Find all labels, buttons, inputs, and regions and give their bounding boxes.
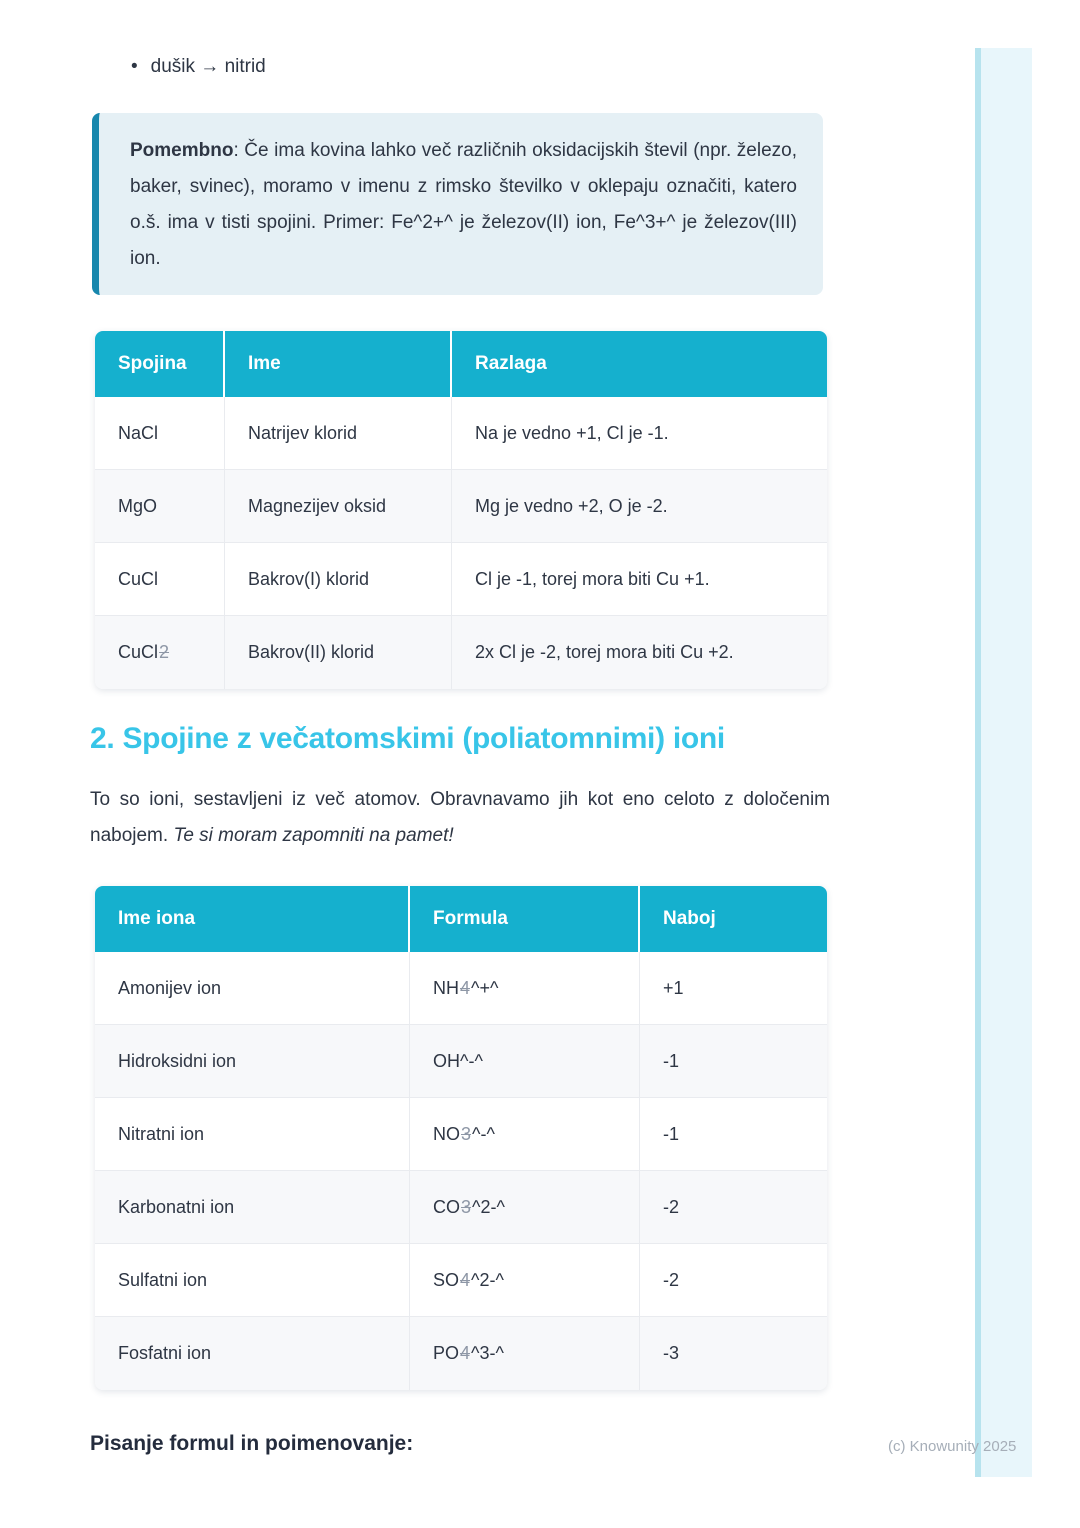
table-header-razlaga: Razlaga [475, 353, 547, 374]
table-cell [225, 543, 452, 615]
table-cell [452, 397, 827, 469]
table-body [95, 952, 827, 1390]
cell-text: -1 [663, 1123, 680, 1144]
bullet-item [131, 54, 266, 80]
table-cell [640, 1025, 827, 1097]
table-body [95, 397, 827, 689]
struck-subscript-digit: 4 [460, 977, 471, 998]
struck-subscript-digit: 4 [460, 1269, 471, 1290]
cell-text: ^3-^ [471, 1343, 504, 1363]
table-row [95, 1317, 827, 1390]
table-cell [452, 543, 827, 615]
cell-text: MgO [118, 495, 158, 516]
table-row [95, 1098, 827, 1171]
cell-text: Nitratni ion [118, 1123, 205, 1144]
table-row [95, 470, 827, 543]
table-cell [95, 397, 225, 469]
cell-text: Cl je -1, torej mora biti Cu +1. [475, 568, 710, 589]
table-cell [410, 1171, 640, 1243]
bullet-text: dušik → nitrid [150, 56, 266, 77]
ions-table [95, 886, 827, 1390]
cell-text: ^-^ [472, 1123, 495, 1144]
cell-text: +1 [663, 977, 684, 998]
table-cell [95, 1098, 410, 1170]
table-cell [640, 1171, 827, 1243]
table-header-row [95, 886, 827, 952]
cell-text: NH [433, 977, 459, 998]
table-cell [95, 1025, 410, 1097]
callout-label: Pomembno [130, 140, 234, 161]
cell-text: Natrijev klorid [248, 422, 358, 443]
cell-text: Karbonatni ion [118, 1196, 235, 1217]
cell-text: CO [433, 1196, 460, 1217]
table-header-spojina: Spojina [95, 331, 225, 397]
table-row [95, 1171, 827, 1244]
table-header-ime-iona: Ime iona [95, 886, 410, 952]
compounds-table [95, 331, 827, 689]
cell-text: NaCl [118, 422, 159, 443]
cell-text: Bakrov(I) klorid [248, 568, 370, 589]
table-cell [452, 616, 827, 689]
cell-text: PO [433, 1343, 460, 1363]
table-cell [225, 397, 452, 469]
table-header-formula: Formula [410, 886, 640, 952]
table-cell [95, 1244, 410, 1316]
cell-text: -3 [663, 1343, 680, 1363]
table-header-ime: Ime [225, 331, 452, 397]
table-cell [410, 1098, 640, 1170]
cell-text: ^+^ [471, 977, 499, 998]
cell-text: CuCl [118, 568, 159, 589]
table-cell [640, 1317, 827, 1390]
table-cell [95, 952, 410, 1024]
table-cell [410, 952, 640, 1024]
cell-text: Magnezijev oksid [248, 495, 387, 516]
table-cell [95, 1317, 410, 1390]
section-paragraph [90, 782, 830, 854]
table-row [95, 1244, 827, 1317]
callout-text: : Če ima kovina lahko več različnih oksidacijskih števil (npr. železo, baker, svinec), moramo v imenu z rimsko številko v oklepaju označiti, katero o.š. ima v tisti spojini. Primer: Fe^2+^ je železov(II) ion, Fe^3+^ je železov(III) ion. [130, 140, 797, 269]
cell-text: Amonijev ion [118, 977, 222, 998]
paragraph-text: To so ioni, sestavljeni iz več atomov. Obravnavamo jih kot eno celoto z določenim nabojem. [90, 789, 830, 846]
paragraph-italic-text: Te si moram zapomniti na pamet! [173, 825, 454, 846]
table-row [95, 616, 827, 689]
cell-text: ^2-^ [472, 1196, 505, 1217]
struck-subscript-digit: 2 [159, 642, 170, 662]
bullet-marker: • [131, 56, 138, 77]
table-row [95, 397, 827, 470]
table-cell [95, 543, 225, 615]
table-row [95, 952, 827, 1025]
struck-subscript-digit: 3 [461, 1196, 472, 1217]
cell-text: Fosfatni ion [118, 1343, 212, 1363]
table-cell [640, 1244, 827, 1316]
cell-text: NO [433, 1123, 460, 1144]
subsection-title: Pisanje formul in poimenovanje: [90, 1432, 414, 1455]
table-cell [225, 470, 452, 542]
cell-text: ^2-^ [471, 1269, 504, 1290]
copyright-watermark: (c) Knowunity 2025 [888, 1438, 1017, 1455]
cell-text: Bakrov(II) klorid [248, 642, 375, 662]
table-cell [410, 1025, 640, 1097]
cell-text: Sulfatni ion [118, 1269, 208, 1290]
cell-text: Na je vedno +1, Cl je -1. [475, 422, 669, 443]
important-callout [92, 113, 823, 295]
cell-text: OH^-^ [433, 1050, 483, 1071]
cell-text: CuCl [118, 642, 159, 662]
table-row [95, 543, 827, 616]
cell-text: -2 [663, 1269, 680, 1290]
table-cell [410, 1244, 640, 1316]
table-cell [640, 1098, 827, 1170]
cell-text: -2 [663, 1196, 680, 1217]
table-header-row [95, 331, 827, 397]
cell-text: 2x Cl je -2, torej mora biti Cu +2. [475, 642, 734, 662]
struck-subscript-digit: 4 [460, 1343, 471, 1363]
table-cell [410, 1317, 640, 1390]
cell-text: Mg je vedno +2, O je -2. [475, 495, 668, 516]
table-cell [95, 616, 225, 689]
struck-subscript-digit: 3 [461, 1123, 472, 1144]
table-cell [640, 952, 827, 1024]
page-side-strip [975, 48, 1032, 1477]
table-row [95, 1025, 827, 1098]
table-cell [95, 1171, 410, 1243]
table-header-naboj: Naboj [663, 908, 716, 929]
table-cell [225, 616, 452, 689]
cell-text: Hidroksidni ion [118, 1050, 237, 1071]
section-heading: 2. Spojine z večatomskimi (poliatomnimi) ioni [90, 722, 725, 755]
cell-text: -1 [663, 1050, 680, 1071]
cell-text: SO [433, 1269, 460, 1290]
table-cell [95, 470, 225, 542]
table-cell [452, 470, 827, 542]
